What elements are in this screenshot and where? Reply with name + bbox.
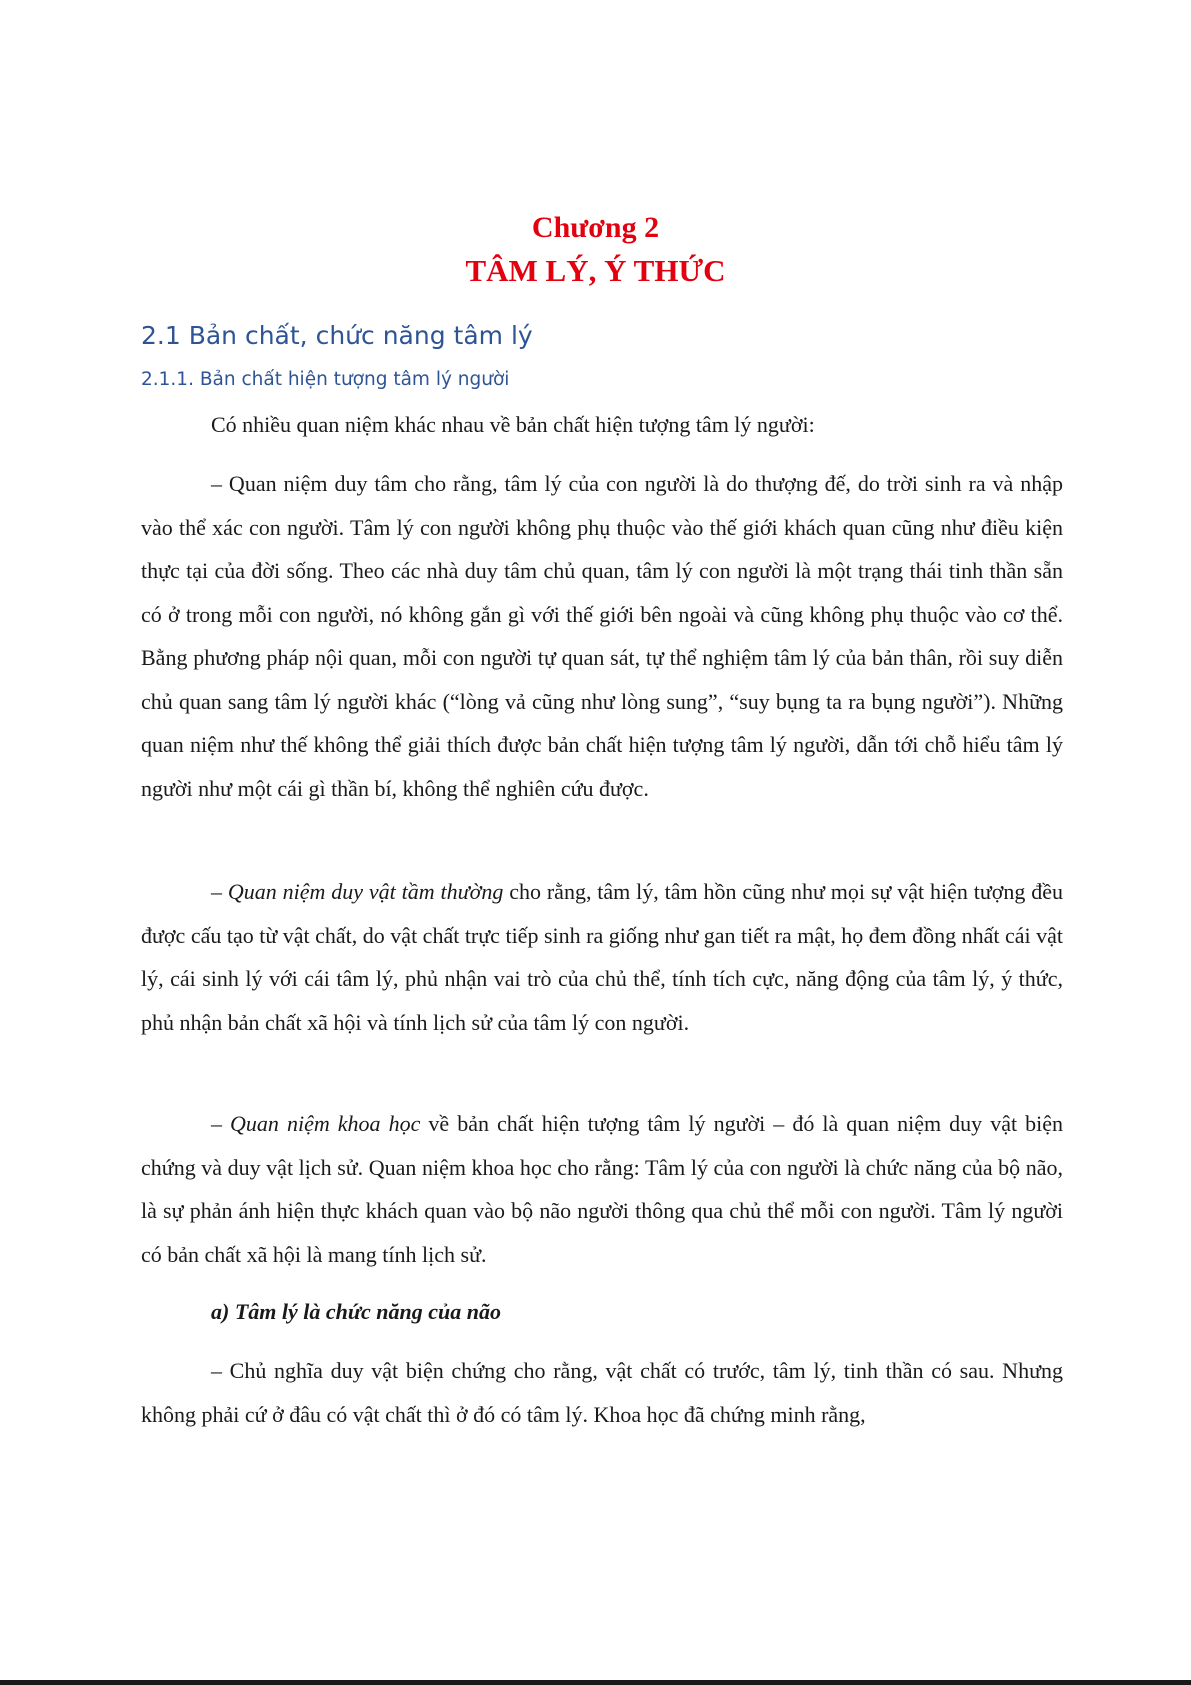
- intro-paragraph: Có nhiều quan niệm khác nhau về bản chất hiện tượng tâm lý người:: [211, 412, 815, 437]
- dash-prefix: –: [211, 879, 228, 904]
- dialectical-materialism-paragraph: – Chủ nghĩa duy vật biện chứng cho rằng, vật chất có trước, tâm lý, tinh thần có sau. Nhưng không phải cứ ở đâu có vật chất thì ở đó có tâm lý. Khoa học đã chứng minh rằng,: [141, 1358, 1063, 1427]
- scientific-view-term: Quan niệm khoa học: [230, 1111, 421, 1136]
- subsection-heading: 2.1.1. Bản chất hiện tượng tâm lý người: [141, 369, 510, 390]
- section-heading: 2.1 Bản chất, chức năng tâm lý: [141, 321, 533, 350]
- chapter-title: TÂM LÝ, Ý THỨC: [465, 253, 726, 288]
- scientific-view-text: về bản chất hiện tượng tâm lý người – đó là quan niệm duy vật biện chứng và duy vật lịch sử. Quan niệm khoa học cho rằng: Tâm lý của con người là chức năng của bộ não, là sự phản ánh hiện thực khách quan vào bộ não người thông qua chủ thể mỗi con người. Tâm lý người có bản chất xã hội là mang tính lịch sử.: [141, 1111, 1063, 1267]
- vulgar-materialism-text: cho rằng, tâm lý, tâm hồn cũng như mọi sự vật hiện tượng đều được cấu tạo từ vật chất, do vật chất trực tiếp sinh ra giống như gan tiết ra mật, họ đem đồng nhất cái vật lý, cái sinh lý với cái tâm lý, phủ nhận vai trò của chủ thể, tính tích cực, năng động của tâm lý, ý thức, phủ nhận bản chất xã hội và tính lịch sử của tâm lý con người.: [141, 879, 1064, 1035]
- subheading-a: a) Tâm lý là chức năng của não: [211, 1299, 502, 1324]
- vulgar-materialism-term: Quan niệm duy vật tầm thường: [227, 879, 504, 904]
- vulgar-materialism-paragraph: [141, 870, 1063, 1044]
- chapter-number: Chương 2: [531, 211, 660, 244]
- scientific-view-paragraph: [141, 1102, 1063, 1276]
- idealism-paragraph: – Quan niệm duy tâm cho rằng, tâm lý của con người là do thượng đế, do trời sinh ra và nhập vào thể xác con người. Tâm lý con người không phụ thuộc vào thế giới khách quan cũng như điều kiện thực tại của đời sống. Theo các nhà duy tâm chủ quan, tâm lý con người là một trạng thái tinh thần sẵn có ở trong mỗi con người, nó không gắn gì với thế giới bên ngoài và cũng không phụ thuộc vào cơ thể. Bằng phương pháp nội quan, mỗi con người tự quan sát, tự thể nghiệm tâm lý của bản thân, rồi suy diễn chủ quan sang tâm lý người khác (“lòng vả cũng như lòng sung”, “suy bụng ta ra bụng người”). Những quan niệm như thế không thể giải thích được bản chất hiện tượng tâm lý người, dẫn tới chỗ hiểu tâm lý người như một cái gì thần bí, không thể nghiên cứu được.: [141, 471, 1063, 801]
- dash-prefix: –: [211, 1111, 231, 1136]
- page-bottom-border: [0, 1680, 1191, 1685]
